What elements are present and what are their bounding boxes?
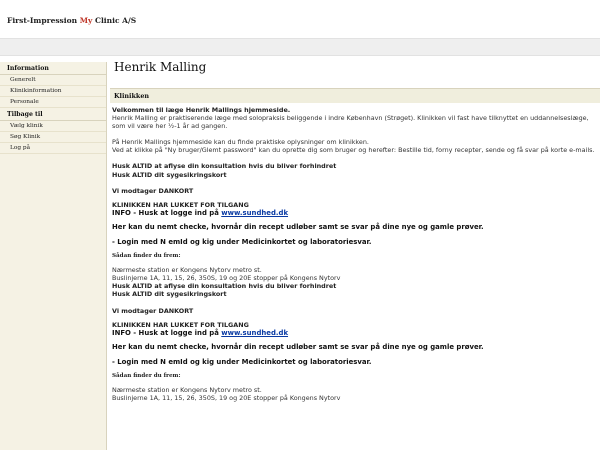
brand-logo-text[interactable] (7, 16, 136, 25)
find-heading: Sådan finder du frem: (112, 253, 181, 260)
nemid-text-repeat: - Login med N emId og kig under Medicinkortet og laboratoriesvar. (112, 357, 372, 366)
station-text-repeat: Nærmeste station er Kongens Nytorv metro st. (112, 386, 262, 395)
sidebar-item-soeg-klinik[interactable]: Søg Klinik (0, 132, 106, 143)
main-content (110, 54, 600, 450)
lukket-text-repeat: KLINIKKEN HAR LUKKET FOR TILGANG (112, 320, 249, 329)
page-title: Henrik Malling (114, 60, 207, 74)
intro-text: Henrik Malling er praktiserende læge med solopraksis beliggende i indre København (Strøget). Klinikken vil fast have tilknyttet en uddannelseslæge, som vil være her ½-1 år ad gangen. (112, 114, 589, 131)
clinic-text (110, 103, 600, 402)
info-login-line (112, 209, 598, 217)
husk-kort-text: Husk ALTID dit sygesikringskort (112, 170, 227, 179)
sidebar (0, 62, 107, 450)
sidebar-section-tilbage: Tilbage til (0, 108, 106, 121)
sidebar-section-information: Information (0, 62, 106, 75)
bus-text: Buslinjerne 1A, 11, 15, 26, 350S, 19 og 20E stopper på Kongens Nytorv (112, 274, 341, 283)
brand-accent: My (79, 16, 93, 25)
info-text-2: Ved at klikke på "Ny bruger/Glemt password" kan du oprette dig som bruger og herefter: Bestille tid, forny recepter, sende og få svar på korte e-mails. (112, 146, 595, 155)
info-login-prefix-repeat: INFO - Husk at logge ind på (112, 328, 222, 337)
sidebar-item-log-paa[interactable]: Log på (0, 143, 106, 154)
sidebar-item-generelt[interactable]: Generelt (0, 75, 106, 86)
dankort-text-repeat: Vi modtager DANKORT (112, 306, 194, 315)
sidebar-item-vaelg-klinik[interactable]: Vælg klinik (0, 121, 106, 132)
brand-part2: Clinic A/S (92, 16, 137, 25)
sidebar-item-personale[interactable]: Personale (0, 97, 106, 108)
check-text: Her kan du nemt checke, hvornår din recept udløber samt se svar på dine nye og gamle prøver. (112, 223, 484, 232)
station-text: Nærmeste station er Kongens Nytorv metro st. (112, 266, 262, 275)
bus-text-repeat: Buslinjerne 1A, 11, 15, 26, 350S, 19 og 20E stopper på Kongens Nytorv (112, 394, 341, 403)
section-header-klinikken: Klinikken (110, 88, 600, 103)
husk-aflys-text-repeat: Husk ALTID at aflyse din konsultation hvis du bliver forhindret (112, 282, 337, 291)
info-login-prefix: INFO - Husk at logge ind på (112, 208, 222, 217)
dankort-text: Vi modtager DANKORT (112, 186, 194, 195)
lukket-text: KLINIKKEN HAR LUKKET FOR TILGANG (112, 200, 249, 209)
find-heading-repeat: Sådan finder du frem: (112, 372, 181, 379)
sidebar-item-klinikinformation[interactable]: Klinikinformation (0, 86, 106, 97)
sundhed-link-repeat[interactable]: www.sundhed.dk (221, 328, 289, 337)
check-text-repeat: Her kan du nemt checke, hvornår din recept udløber samt se svar på dine nye og gamle prøver. (112, 343, 484, 352)
brand-part1: First-Impression (7, 16, 80, 25)
info-text-1: På Henrik Mallings hjemmeside kan du finde praktiske oplysninger om klinikken. (112, 138, 369, 147)
husk-kort-text-repeat: Husk ALTID dit sygesikringskort (112, 290, 227, 299)
top-header (0, 0, 600, 38)
welcome-text: Velkommen til læge Henrik Mallings hjemmeside. (112, 106, 291, 114)
sundhed-link[interactable]: www.sundhed.dk (221, 208, 289, 217)
husk-aflys-text: Husk ALTID at aflyse din konsultation hvis du bliver forhindret (112, 162, 337, 171)
info-login-line-repeat (112, 329, 598, 337)
nemid-text: - Login med N emId og kig under Medicinkortet og laboratoriesvar. (112, 237, 372, 246)
